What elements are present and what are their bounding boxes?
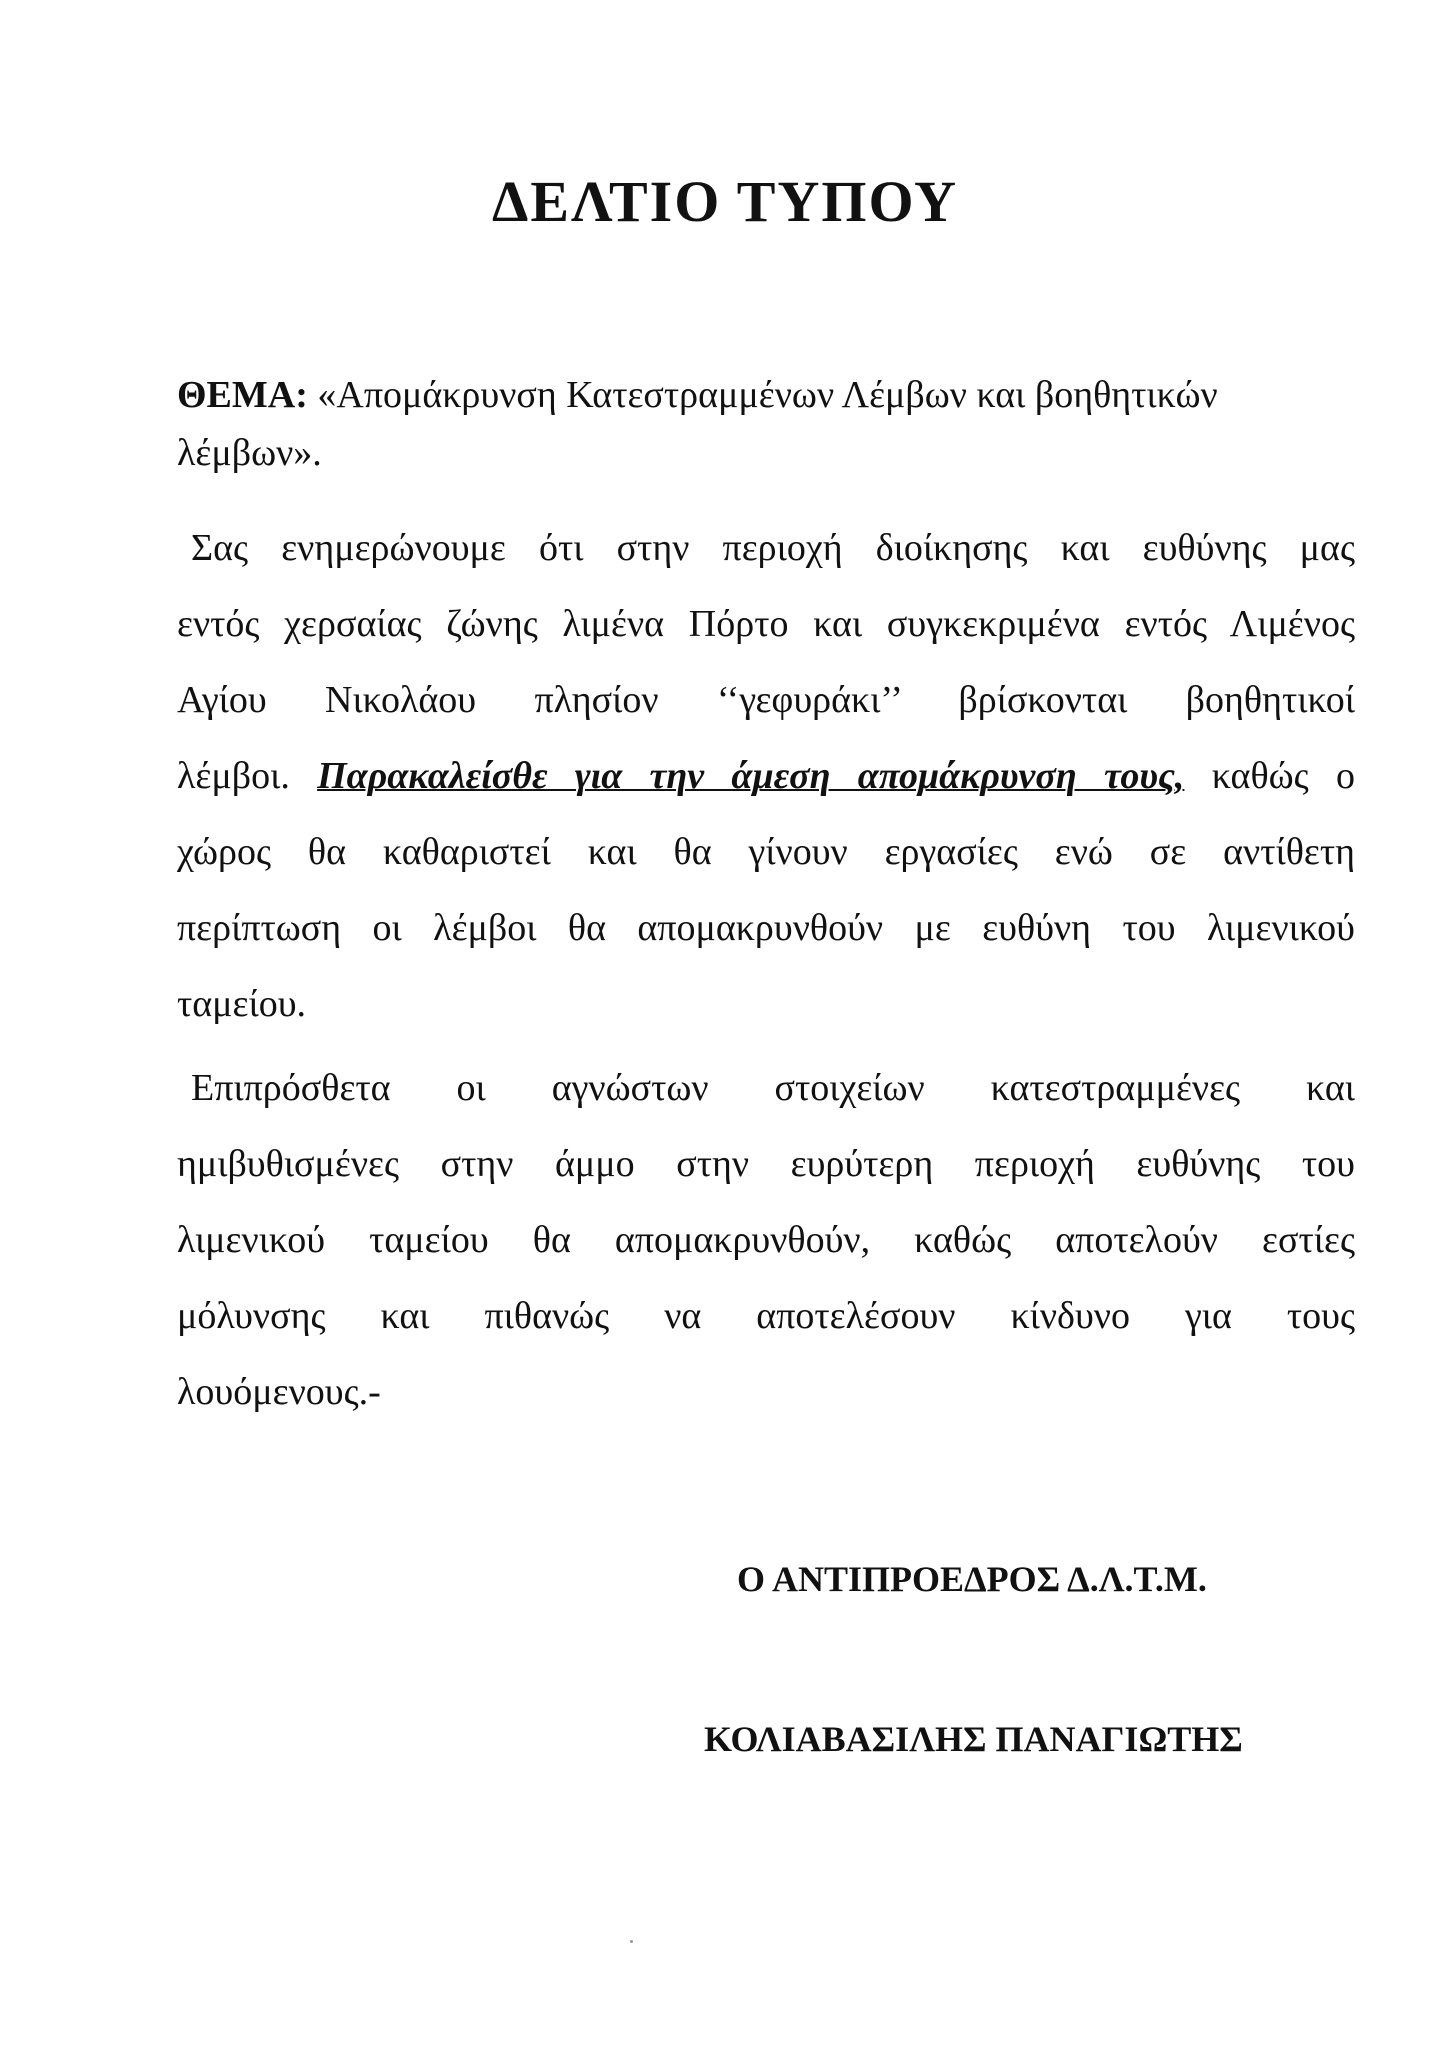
signature-name: ΚΟΛΙΑΒΑΣΙΛΗΣ ΠΑΝΑΓΙΩΤΗΣ [704,1719,1243,1759]
subject-block [177,366,1355,482]
document-title: ΔΕΛΤΙΟ ΤΥΠΟΥ [492,169,958,234]
paragraph-1-line-4-start: λέμβοι. [177,755,290,797]
paragraph-1-line-4-end: καθώς ο [1211,755,1356,797]
subject-text-1: «Απομάκρυνση Κατεστραμμένων Λέμβων και βοηθητικών [317,374,1218,416]
signature-role: Ο ΑΝΤΙΠΡΟΕΔΡΟΣ Δ.Λ.Τ.Μ. [737,1559,1207,1599]
paragraph-2-line-4: μόλυνσης και πιθανώς να αποτελέσουν κίνδυνο για τους [177,1295,1355,1337]
paragraph-1-line-1: Σας ενημερώνουμε ότι στην περιοχή διοίκησης και ευθύνης μας [191,527,1355,569]
paragraph-2-line-5: λουόμενους.- [177,1371,381,1413]
paragraph-1-line-3: Αγίου Νικολάου πλησίον ‘‘γεφυράκι’’ βρίσκονται βοηθητικοί [177,679,1355,721]
paragraph-1-line-7: ταμείου. [177,983,307,1025]
paragraph-2-line-3: λιμενικού ταμείου θα απομακρυνθούν, καθώς αποτελούν εστίες [177,1219,1355,1261]
subject-text-2: λέμβων». [177,432,322,474]
scan-speck [630,1940,633,1943]
paragraph-2 [177,1050,1355,1430]
paragraph-1-line-6: περίπτωση οι λέμβοι θα απομακρυνθούν με ευθύνη του λιμενικού [177,907,1355,949]
paragraph-1-line-5: χώρος θα καθαριστεί και θα γίνουν εργασίες ενώ σε αντίθετη [177,831,1355,873]
emphasis-request: Παρακαλείσθε για την άμεση απομάκρυνση τους, [317,755,1185,797]
paragraph-1 [177,510,1355,1042]
subject-label: ΘΕΜΑ: [177,374,308,416]
paragraph-2-line-1: Επιπρόσθετα οι αγνώστων στοιχείων κατεστραμμένες και [191,1067,1355,1109]
paragraph-1-line-4 [177,738,1355,814]
paragraph-1-line-2: εντός χερσαίας ζώνης λιμένα Πόρτο και συγκεκριμένα εντός Λιμένος [177,603,1355,645]
paragraph-2-line-2: ημιβυθισμένες στην άμμο στην ευρύτερη περιοχή ευθύνης του [177,1143,1355,1185]
subject-line-1 [177,366,1355,424]
